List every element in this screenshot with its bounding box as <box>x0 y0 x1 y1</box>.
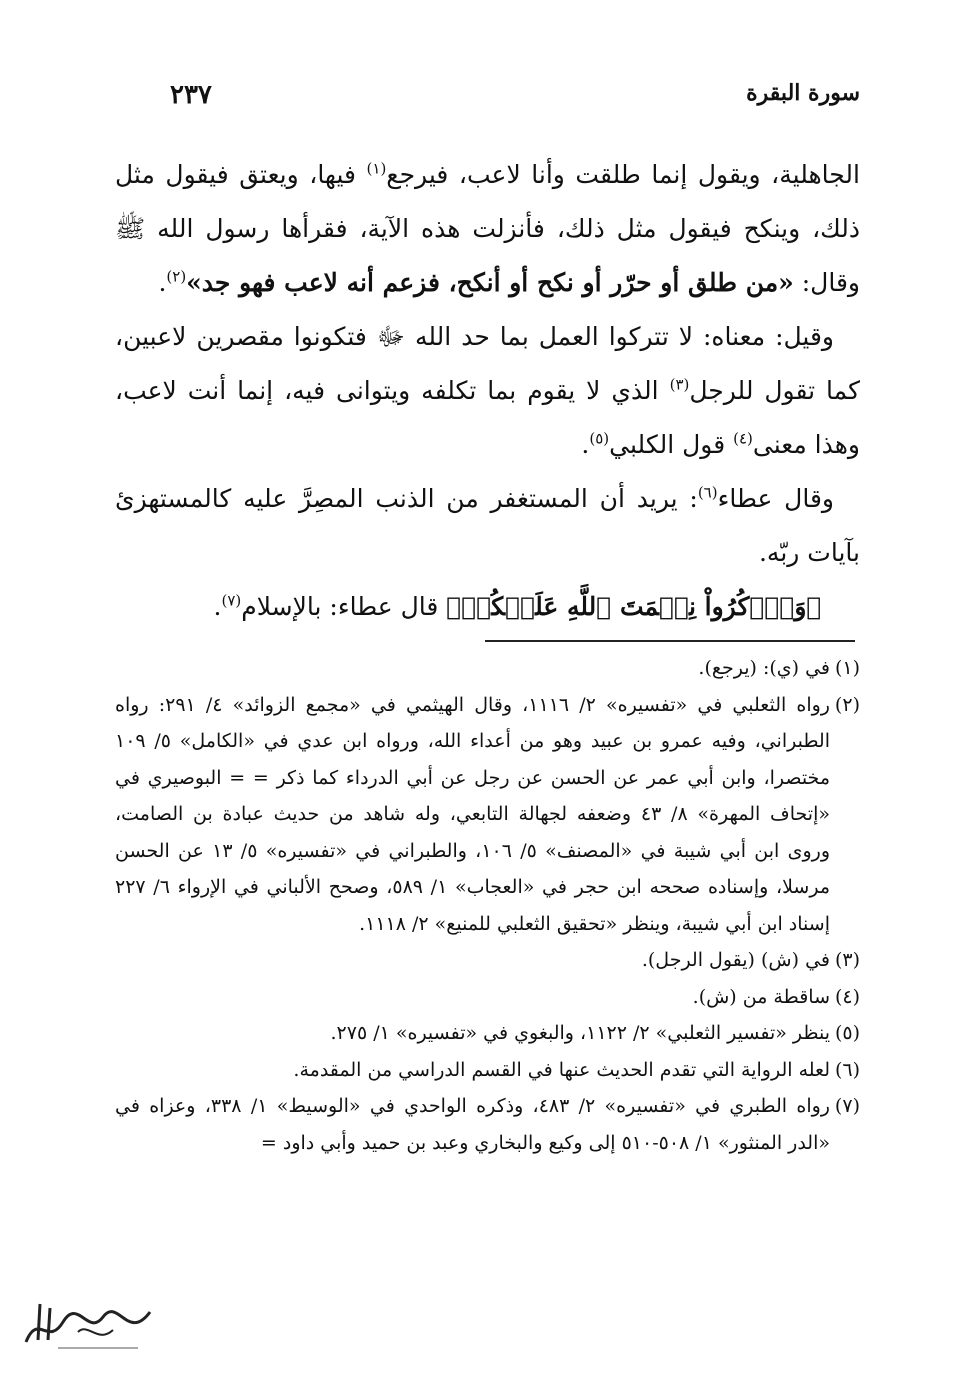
footnote-number: (٥) <box>834 1022 860 1044</box>
footnote-separator <box>485 640 855 642</box>
page-header <box>170 80 860 120</box>
text-run: الجاهلية، ويقول إنما طلقت وأنا لاعب، فيرجع <box>386 160 860 189</box>
paragraph-1 <box>115 148 860 310</box>
text-run: : يريد أن المستغفر من الذنب المصِرَّ عليه كالمستهزئ بآيات ربّه. <box>115 484 860 567</box>
text-run: . <box>158 268 167 297</box>
footnote-number: (٢) <box>834 693 860 716</box>
main-text <box>115 148 860 634</box>
footnote-ref[interactable]: (٢) <box>166 267 187 286</box>
quran-verse: ﴿وَٱذۡكُرُواْ نِعۡمَتَ ٱللَّهِ عَلَيۡكُمۡ﴾ <box>446 592 822 621</box>
footnote-ref[interactable]: (١) <box>366 159 387 178</box>
page-number: ٢٣٧ <box>170 80 212 110</box>
footnote-text: رواه الطبري في «تفسيره» ٢/ ٤٨٣، وذكره الواحدي في «الوسيط» ١/ ٣٣٨، وعزاه في «الدر المنثور» ١/ ٥٠٨-٥١٠ إلى وكيع والبخاري وعبد بن حميد وأبي داود = <box>115 1095 830 1154</box>
footnote-text: في (ش) (يقول الرجل). <box>641 949 830 971</box>
text-run: الذي لا يقوم بما تكلفه ويتوانى فيه، إنما أنت لاعب، وهذا معنى <box>115 376 860 459</box>
footnote-7 <box>115 1088 860 1161</box>
footnote-ref[interactable]: (٦) <box>697 483 718 502</box>
footnote-number: (٣) <box>834 949 860 971</box>
footnote-5 <box>115 1015 860 1052</box>
paragraph-2 <box>115 310 860 472</box>
footnotes <box>115 650 860 1161</box>
footnote-ref[interactable]: (٤) <box>733 429 753 448</box>
footnote-number: (٤) <box>834 985 860 1008</box>
footnote-1 <box>115 650 860 687</box>
text-run: وقيل: معناه: لا تتركوا العمل بما حد الله ﷻ فتكونوا مقصرين لاعبين، كما تقول للرجل <box>115 322 860 405</box>
footnote-text: ساقطة من (ش). <box>692 985 830 1008</box>
footnote-ref[interactable]: (٥) <box>589 429 610 448</box>
footnote-3 <box>115 942 860 979</box>
text-run: فيها، ويعتق فيقول مثل ذلك، وينكح فيقول مثل ذلك، فأنزلت هذه الآية، فقرأها رسول الله ﷺ وقال: <box>115 160 860 297</box>
text-run: . <box>213 592 222 621</box>
text-run: . <box>581 430 590 459</box>
footnote-ref[interactable]: (٣) <box>669 375 690 394</box>
footnote-ref[interactable]: (٧) <box>221 591 242 610</box>
footnote-4 <box>115 979 860 1016</box>
footnote-text: رواه الثعلبي في «تفسيره» ٢/ ١١١٦، وقال الهيثمي في «مجمع الزوائد» ٤/ ٢٩١: رواه الطبراني، وفيه عمرو بن عبيد وهو من أعداء الله، ورواه ابن عدي في «الكامل» ٥/ ١٠٩ مختصرا، وابن أبي عمر عن الحسن عن رجل عن أبي الدرداء كما ذكر = = البوصيري في «إتحاف المهرة» ٨/ ٤٣ وضعفه لجهالة التابعي، وله شاهد من حديث عبادة بن الصامت، وروى ابن أبي شيبة في «المصنف» ٥/ ١٠٦، والطبراني في «تفسيره» ٥/ ١٣ عن الحسن مرسلا، وإسناده صححه ابن حجر في «العجاب» ١/ ٥٨٩، وصحح الألباني في الإرواء ٦/ ٢٢٧ إسناد ابن أبي شيبة، وينظر «تحقيق الثعلبي للمنيع» ٢/ ١١١٨. <box>115 693 830 935</box>
footnote-text: ينظر «تفسير الثعلبي» ٢/ ١١٢٢، والبغوي في «تفسيره» ١/ ٢٧٥. <box>330 1022 830 1044</box>
publisher-logo <box>18 1292 158 1352</box>
paragraph-3 <box>115 472 860 580</box>
footnote-number: (٧) <box>834 1095 860 1117</box>
footnote-text: لعله الرواية التي تقدم الحديث عنها في القسم الدراسي من المقدمة. <box>293 1058 830 1081</box>
text-run: وقال عطاء <box>717 484 834 513</box>
footnote-2 <box>115 687 860 943</box>
text-run: قول الكلبي <box>609 430 734 459</box>
text-run: قال عطاء: بالإسلام <box>241 592 447 621</box>
hadith-quote: «من طلق أو حرّر أو نكح أو أنكح، فزعم أنه لاعب فهو جد» <box>186 268 794 297</box>
footnote-number: (١) <box>834 657 860 679</box>
verse-paragraph <box>115 580 860 634</box>
footnote-text: في (ي): (يرجع). <box>698 657 830 679</box>
footnote-6 <box>115 1052 860 1089</box>
running-title: سورة البقرة <box>746 80 860 106</box>
footnote-number: (٦) <box>834 1058 860 1081</box>
